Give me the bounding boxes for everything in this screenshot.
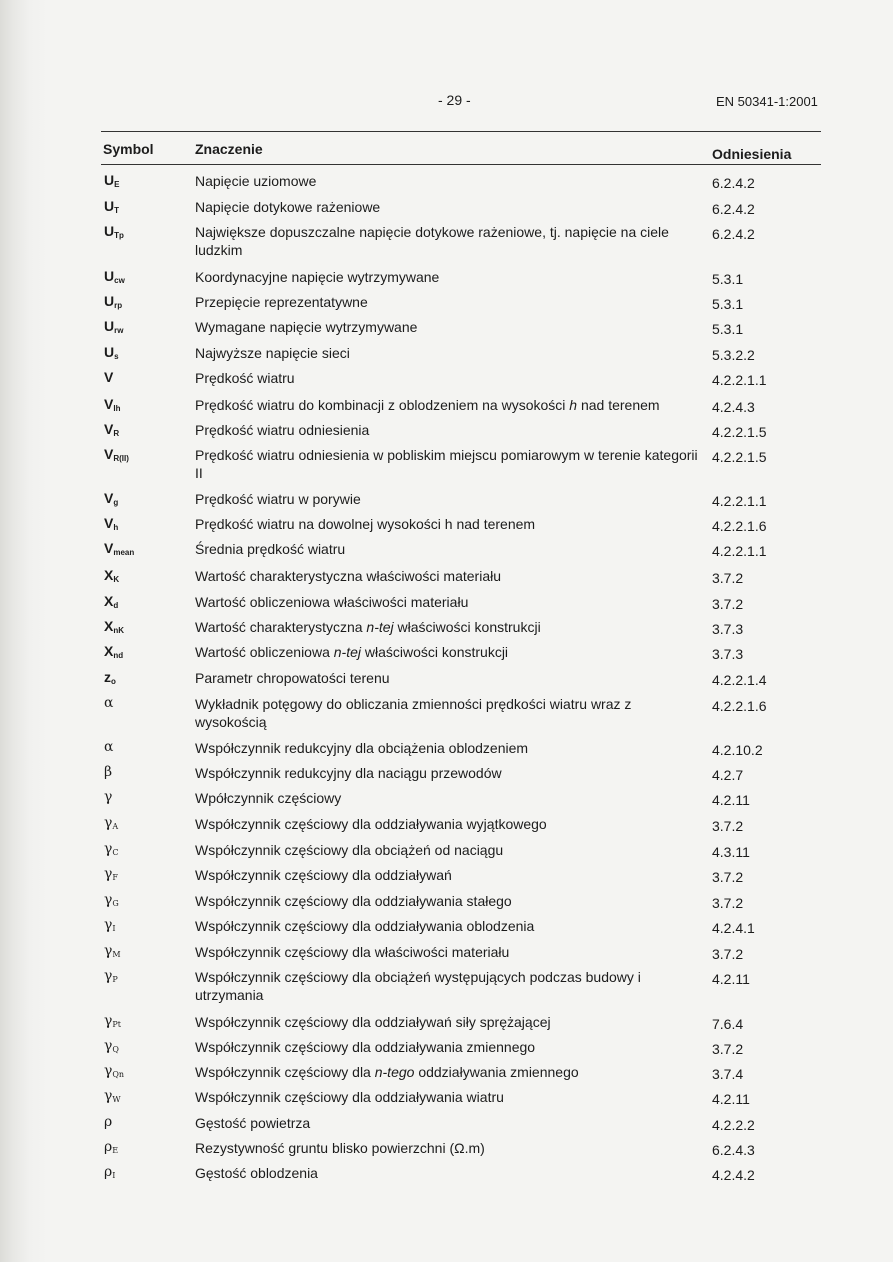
meaning-cell [195,540,700,558]
table-top-rule [101,131,821,132]
symbol-base: X [104,643,114,659]
symbol-subscript: I [112,1171,116,1180]
meaning-cell [195,815,700,833]
reference-cell: 4.2.4.1 [712,920,755,936]
symbol-base: ρ [104,1114,113,1130]
symbol-cell [104,1063,124,1079]
symbol-base: γ [104,943,113,959]
meaning-text: Prędkość wiatru na dowolnej wysokości h nad terenem [195,516,536,532]
symbol-cell [104,567,119,584]
symbol-subscript: Q [112,1045,119,1054]
symbol-base: U [104,344,115,360]
meaning-text: Najwyższe napięcie sieci [195,345,350,361]
meaning-cell [195,943,700,961]
reference-cell: 3.7.2 [712,869,744,885]
reference-cell: 3.7.4 [712,1066,744,1082]
meaning-cell [195,1139,700,1157]
symbol-subscript: nd [113,651,124,660]
meaning-cell [195,369,700,387]
symbol-subscript: T [114,206,120,215]
symbol-cell [104,1088,121,1104]
symbol-base: γ [104,1038,113,1054]
meaning-text: Współczynnik redukcyjny dla obciążenia oblodzeniem [195,740,529,756]
symbol-cell [104,841,119,857]
symbol-subscript: Ih [113,404,121,413]
meaning-text-tail: oddziaływania zmiennego [414,1064,579,1080]
reference-cell: 6.2.4.2 [712,201,755,217]
reference-cell: 4.2.4.2 [712,1167,755,1183]
symbol-cell [104,540,134,557]
meaning-cell [195,968,700,1004]
symbol-cell [104,1013,121,1029]
meaning-cell [195,1063,700,1081]
page-number: - 29 - [438,92,471,108]
meaning-text: Prędkość wiatru odniesienia [195,422,370,438]
symbol-cell [104,490,118,507]
symbol-subscript: C [112,848,119,857]
scan-edge [0,0,48,1262]
meaning-text: Współczynnik częściowy dla oddziaływań siły sprężającej [195,1014,551,1030]
symbol-base: γ [104,1088,113,1104]
reference-cell: 3.7.2 [712,946,744,962]
meaning-text: Prędkość wiatru odniesienia w pobliskim miejscu pomiarowym w terenie kategorii II [195,447,698,481]
meaning-cell [195,1114,700,1132]
meaning-text: Napięcie dotykowe rażeniowe [195,199,381,215]
symbol-base: U [104,198,115,214]
reference-cell: 4.2.11 [712,971,750,987]
meaning-text: Rezystywność gruntu blisko powierzchni (Ω.m) [195,1140,485,1156]
meaning-cell [195,198,700,216]
symbol-base: γ [104,866,113,882]
symbol-base: V [104,396,114,412]
symbol-subscript: Tp [114,231,124,240]
meaning-cell [195,567,700,585]
reference-cell: 4.2.2.1.1 [712,543,767,559]
reference-cell: 4.2.2.1.6 [712,698,767,714]
reference-cell: 6.2.4.2 [712,175,755,191]
reference-cell: 6.2.4.3 [712,1142,755,1158]
meaning-text: Współczynnik częściowy dla oddziaływania oblodzenia [195,918,535,934]
symbol-base: U [104,293,115,309]
symbol-cell [104,815,118,831]
symbol-subscript: mean [113,548,135,557]
symbol-cell [104,1038,119,1054]
meaning-text: Współczynnik częściowy dla oddziaływania wyjątkowego [195,816,547,832]
symbol-base: V [104,515,114,531]
meaning-cell [195,643,700,661]
symbol-base: U [104,268,115,284]
symbol-subscript: rp [114,301,123,310]
symbol-base: ρ [104,1164,113,1180]
symbol-cell [104,223,124,240]
meaning-text: Wartość charakterystyczna właściwości materiału [195,568,502,584]
symbol-base: β [104,764,113,780]
meaning-text: Współczynnik częściowy dla oddziaływania wiatru [195,1089,504,1105]
symbol-cell [104,618,124,635]
symbol-subscript: I [112,924,116,933]
symbol-subscript: R [113,429,120,438]
symbol-cell [104,968,118,984]
meaning-cell [195,515,700,533]
symbol-cell [104,1114,112,1130]
symbol-base: X [104,593,114,609]
reference-cell: 3.7.2 [712,895,744,911]
symbol-cell [104,172,119,189]
meaning-text: Współczynnik częściowy dla oddziaływań [195,867,452,883]
document-code: EN 50341-1:2001 [716,94,818,109]
symbol-cell [104,421,119,438]
symbol-base: γ [104,892,113,908]
meaning-text: Gęstość oblodzenia [195,1165,318,1181]
reference-cell: 3.7.2 [712,596,744,612]
meaning-cell [195,593,700,611]
table-header-rule [101,164,821,165]
symbol-cell [104,515,118,532]
symbol-subscript: Pt [112,1020,121,1029]
symbol-subscript: K [113,575,120,584]
symbol-base: ρ [104,1139,113,1155]
symbol-subscript: rw [114,326,124,335]
reference-cell: 4.2.2.1.5 [712,449,767,465]
meaning-text: Wpółczynnik częściowy [195,790,342,806]
meaning-cell [195,892,700,910]
meaning-cell [195,223,700,259]
symbol-subscript: F [112,873,118,882]
meaning-text: Prędkość wiatru w porywie [195,491,361,507]
symbol-subscript: cw [114,276,125,285]
symbol-subscript: nK [113,626,125,635]
meaning-cell [195,695,700,731]
reference-cell: 4.2.2.1.4 [712,672,767,688]
symbol-cell [104,198,119,215]
symbol-base: V [104,446,114,462]
reference-cell: 4.2.2.1.5 [712,424,767,440]
meaning-cell [195,1038,700,1056]
symbol-cell [104,892,119,908]
reference-cell: 4.2.2.1.1 [712,493,767,509]
symbol-base: γ [104,789,113,805]
meaning-cell [195,618,700,636]
symbol-cell [104,344,119,361]
meaning-text: Napięcie uziomowe [195,173,317,189]
symbol-subscript: Qn [112,1070,125,1079]
symbol-subscript: P [112,975,118,984]
symbol-cell [104,866,118,882]
symbol-subscript: E [114,180,120,189]
symbol-base: V [104,540,114,556]
symbol-base: X [104,567,114,583]
reference-cell: 4.2.2.2 [712,1117,755,1133]
symbol-subscript: M [112,950,121,959]
meaning-text: Gęstość powietrza [195,1115,311,1131]
meaning-text: Koordynacyjne napięcie wytrzymywane [195,269,440,285]
symbol-cell [104,643,123,660]
symbol-base: α [104,739,114,755]
symbol-cell [104,943,121,959]
symbol-subscript: s [114,352,119,361]
reference-cell: 4.2.2.1.1 [712,372,767,388]
symbol-subscript: E [112,1146,119,1155]
meaning-cell [195,344,700,362]
meaning-text: Wartość charakterystyczna [195,619,367,635]
symbol-cell [104,789,112,805]
symbol-base: γ [104,841,113,857]
meaning-cell [195,739,700,757]
meaning-text: Wykładnik potęgowy do obliczania zmienności prędkości wiatru wraz z wysokością [195,696,632,730]
symbol-base: γ [104,917,113,933]
meaning-cell [195,841,700,859]
reference-cell: 4.2.2.1.6 [712,518,767,534]
symbol-base: z [104,669,111,685]
reference-cell: 4.3.11 [712,844,750,860]
reference-cell: 4.2.11 [712,792,750,808]
meaning-text: Wymagane napięcie wytrzymywane [195,319,418,335]
symbol-subscript: o [111,677,116,686]
meaning-text-tail: właściwości konstrukcji [393,619,541,635]
reference-cell: 3.7.2 [712,1041,744,1057]
symbol-subscript: R(II) [113,454,129,463]
meaning-cell [195,421,700,439]
symbol-cell [104,1139,118,1155]
symbol-cell [104,764,112,780]
symbol-base: U [104,223,115,239]
symbol-cell [104,1164,115,1180]
reference-cell: 3.7.3 [712,621,744,637]
reference-cell: 4.2.11 [712,1091,750,1107]
meaning-text: Prędkość wiatru [195,370,295,386]
meaning-text-tail: właściwości konstrukcji [361,644,509,660]
meaning-text: Wartość obliczeniowa [195,644,334,660]
meaning-cell [195,268,700,286]
symbol-cell [104,695,113,711]
meaning-cell [195,669,700,687]
symbol-subscript: d [113,601,119,610]
reference-cell: 6.2.4.2 [712,226,755,242]
meaning-text: Prędkość wiatru do kombinacji z oblodzeniem na wysokości [195,397,570,413]
meaning-text: Przepięcie reprezentatywne [195,294,368,310]
meaning-text: Współczynnik częściowy dla oddziaływania stałego [195,893,512,909]
meaning-cell [195,1013,700,1031]
reference-cell: 7.6.4 [712,1016,744,1032]
meaning-text: Współczynnik częściowy dla właściwości materiału [195,944,510,960]
symbol-base: γ [104,1063,113,1079]
meaning-text: Wartość obliczeniowa właściwości materiału [195,594,469,610]
reference-cell: 3.7.2 [712,570,744,586]
meaning-cell [195,396,700,414]
symbol-subscript: A [112,822,119,831]
reference-cell: 5.3.1 [712,271,744,287]
symbol-subscript: G [112,899,119,908]
symbol-cell [104,593,118,610]
symbol-base: γ [104,1013,113,1029]
symbol-base: V [104,490,114,506]
symbol-cell [104,396,120,413]
header-symbol: Symbol [103,141,154,157]
meaning-cell [195,490,700,508]
symbol-cell [104,318,123,335]
header-reference: Odniesienia [712,146,792,162]
meaning-cell [195,293,700,311]
meaning-text: Współczynnik częściowy dla obciążeń od naciągu [195,842,504,858]
meaning-cell [195,318,700,336]
reference-cell: 4.2.10.2 [712,742,763,758]
meaning-cell [195,866,700,884]
symbol-base: γ [104,968,113,984]
reference-cell: 5.3.2.2 [712,347,755,363]
meaning-cell [195,789,700,807]
symbol-cell [104,669,116,686]
symbol-cell [104,446,129,463]
symbol-cell [104,268,125,285]
meaning-cell [195,172,700,190]
symbol-base: X [104,618,114,634]
meaning-italic-text: h [569,397,578,413]
meaning-text: Współczynnik częściowy dla [195,1064,375,1080]
meaning-text: Współczynnik redukcyjny dla naciągu przewodów [195,765,502,781]
reference-cell: 4.2.4.3 [712,399,755,415]
meaning-text-tail: nad terenem [577,397,660,413]
meaning-cell [195,917,700,935]
reference-cell: 5.3.1 [712,321,744,337]
symbol-cell [104,293,122,310]
symbol-cell [104,369,113,385]
symbol-cell [104,739,113,755]
meaning-text: Współczynnik częściowy dla obciążeń występujących podczas budowy i utrzymania [195,969,641,1003]
symbol-subscript: g [113,498,119,507]
reference-cell: 3.7.2 [712,818,744,834]
meaning-text: Średnia prędkość wiatru [195,541,346,557]
reference-cell: 5.3.1 [712,296,744,312]
meaning-text: Parametr chropowatości terenu [195,670,390,686]
symbol-subscript: h [113,523,119,532]
meaning-italic-text: n-tej [333,644,361,660]
meaning-italic-text: n-tej [366,619,394,635]
symbol-base: α [104,695,114,711]
symbol-cell [104,917,116,933]
symbol-base: V [104,369,114,385]
symbol-base: γ [104,815,113,831]
meaning-text: Współczynnik częściowy dla oddziaływania zmiennego [195,1039,536,1055]
meaning-cell [195,446,700,482]
symbol-base: U [104,172,115,188]
reference-cell: 4.2.7 [712,767,744,783]
header-meaning: Znaczenie [195,141,263,157]
meaning-text: Największe dopuszczalne napięcie dotykowe rażeniowe, tj. napięcie na ciele ludzkim [195,224,669,258]
meaning-cell [195,1088,700,1106]
meaning-cell [195,764,700,782]
meaning-italic-text: n-tego [374,1064,415,1080]
symbol-base: V [104,421,114,437]
reference-cell: 3.7.3 [712,646,744,662]
symbol-subscript: W [112,1095,121,1104]
meaning-cell [195,1164,700,1182]
symbol-base: U [104,318,115,334]
